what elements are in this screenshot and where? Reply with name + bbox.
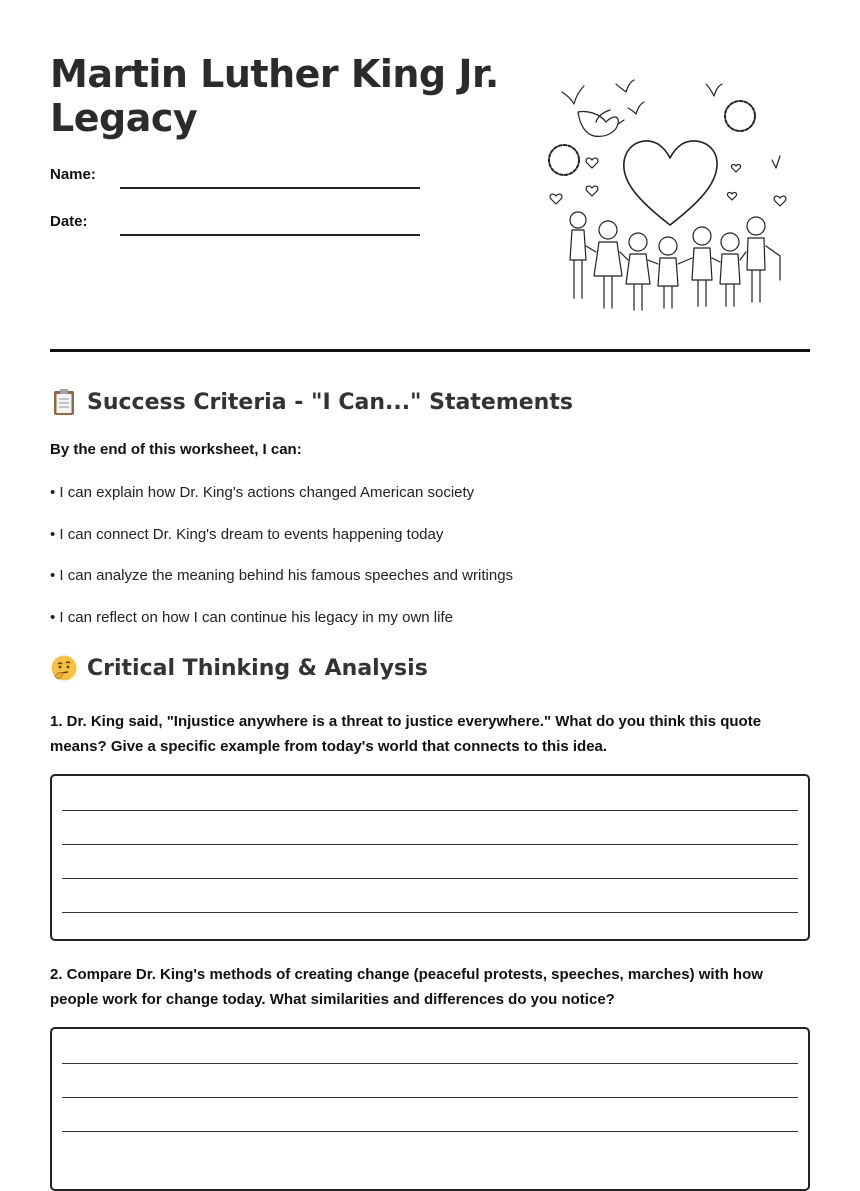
answer-line	[62, 1097, 798, 1098]
header-divider	[50, 349, 810, 352]
success-criteria-heading-text: Success Criteria - "I Can..." Statements	[87, 389, 573, 415]
bird-icon	[628, 102, 644, 114]
question-1: 1. Dr. King said, "Injustice anywhere is a threat to justice everywhere." What do you think this quote means? Give a specific example from today's world that connects to this idea.	[50, 713, 762, 755]
bird-icon	[562, 86, 584, 104]
answer-line	[62, 810, 798, 811]
question-2: 2. Compare Dr. King's methods of creating change (peaceful protests, speeches, marches) with how people work for change today. What similarities and differences do you notice?	[50, 966, 763, 1008]
answer-line	[62, 1131, 798, 1132]
criteria-item: • I can explain how Dr. King's actions changed American society	[50, 484, 475, 501]
wreath-icon	[549, 145, 579, 175]
children-holding-hands-heart-doves-illustration	[540, 70, 790, 315]
answer-line	[62, 1063, 798, 1064]
critical-thinking-heading-text: Critical Thinking & Analysis	[87, 655, 428, 681]
date-label: Date:	[50, 213, 88, 230]
answer-box-1[interactable]	[50, 774, 810, 941]
answer-line	[62, 844, 798, 845]
answer-line	[62, 878, 798, 879]
thinking-face-icon	[50, 654, 78, 682]
heart-icon	[624, 141, 717, 225]
name-field[interactable]	[120, 187, 420, 189]
bird-icon	[616, 80, 634, 92]
answer-line	[62, 912, 798, 913]
page-title: Martin Luther King Jr. Legacy	[50, 52, 499, 140]
date-field[interactable]	[120, 234, 420, 236]
clipboard-icon	[50, 388, 78, 416]
success-criteria-heading	[50, 388, 573, 416]
criteria-lead: By the end of this worksheet, I can:	[50, 441, 302, 458]
criteria-item: • I can analyze the meaning behind his famous speeches and writings	[50, 567, 514, 584]
criteria-item: • I can connect Dr. King's dream to events happening today	[50, 526, 444, 543]
wreath-icon	[725, 101, 755, 131]
critical-thinking-heading	[50, 654, 428, 682]
dove-icon	[578, 110, 624, 136]
criteria-item: • I can reflect on how I can continue his legacy in my own life	[50, 609, 453, 626]
name-label: Name:	[50, 166, 96, 183]
answer-box-2[interactable]	[50, 1027, 810, 1191]
children-row	[570, 212, 780, 310]
bird-icon	[706, 84, 722, 96]
